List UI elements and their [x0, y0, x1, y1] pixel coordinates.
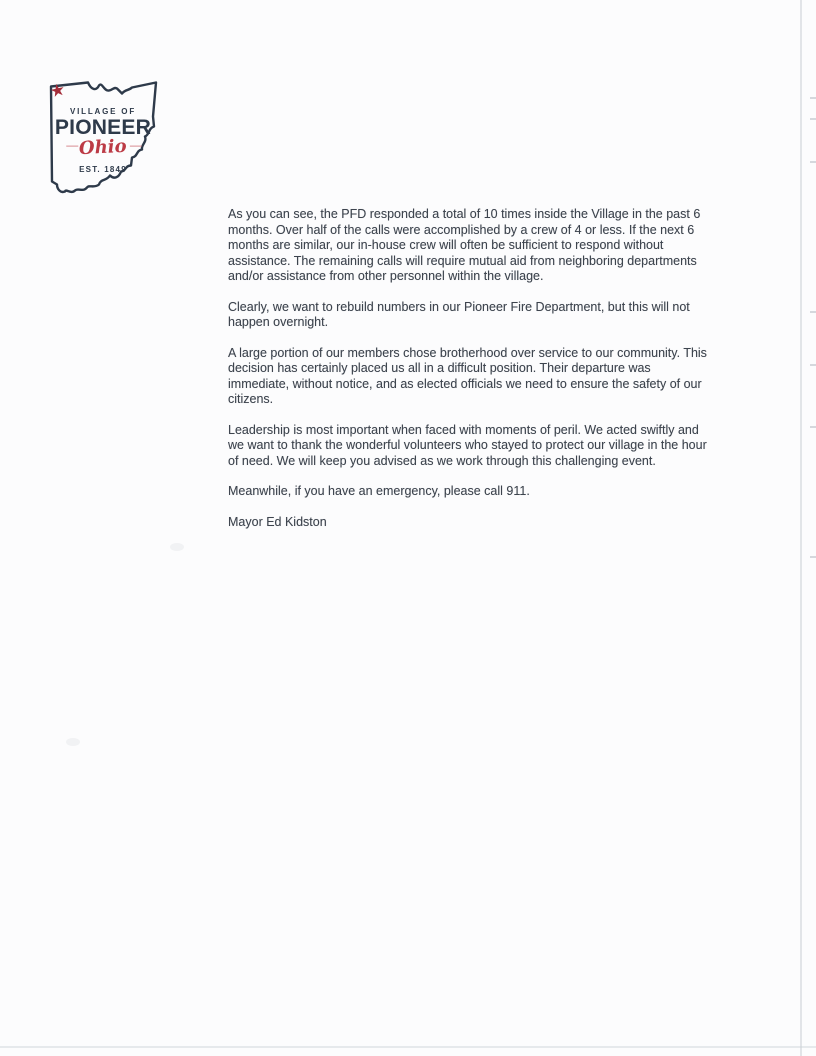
scan-artifact-tick [810, 556, 816, 558]
logo-ohio-script: Ohio [78, 135, 128, 160]
letter-paragraph-2: Clearly, we want to rebuild numbers in our Pioneer Fire Department, but this will not happen overnight. [228, 299, 690, 329]
logo-village-of-label: VILLAGE OF [70, 107, 136, 116]
letter-body [228, 207, 712, 545]
village-of-pioneer-logo [44, 78, 162, 204]
scan-artifact-tick [810, 311, 816, 313]
scan-artifact-tick [810, 161, 816, 163]
scan-artifact-tick [810, 364, 816, 366]
letter-paragraph-1: As you can see, the PFD responded a total of 10 times inside the Village in the past 6 months. Over half of the calls were accomplished by a crew of 4 or less. If the next 6 months are similar, our in-house crew will often be sufficient to respond without assistance. The remaining calls will require mutual aid from neighboring departments and/or assistance from other personnel within the village. [228, 207, 701, 283]
scan-artifact-tick [810, 118, 816, 120]
logo-left-dash: — [66, 138, 77, 152]
scan-artifact-tick [810, 426, 816, 428]
scan-artifact-bottom-edge-line [0, 1046, 816, 1048]
letter-paragraph-4: Leadership is most important when faced with moments of peril. We acted swiftly and we want to thank the wonderful volunteers who stayed to protect our village in the hour of need. We will keep you advised as we work through this challenging event. [228, 422, 707, 468]
scan-artifact-tick [810, 97, 816, 99]
letter-paragraph-3: A large portion of our members chose brotherhood over service to our community. This decision has certainly placed us all in a difficult position. Their departure was immediate, without notice, and as elected officials we need to ensure the safety of our citizens. [228, 345, 707, 406]
logo-right-dash: — [129, 138, 140, 152]
pioneer-location-star-icon: ★ [48, 79, 68, 102]
logo-ohio-script-row [44, 135, 162, 160]
scan-artifact-right-edge-line [800, 0, 802, 1056]
scan-artifact-smudge [66, 738, 80, 746]
logo-pioneer-wordmark: PIONEER [54, 115, 152, 139]
letter-paragraph-5: Meanwhile, if you have an emergency, please call 911. [228, 484, 530, 498]
signature-name: Mayor Ed Kidston [228, 514, 327, 529]
logo-established-label: EST. 1849 [79, 165, 127, 174]
scan-artifact-smudge [170, 543, 184, 551]
